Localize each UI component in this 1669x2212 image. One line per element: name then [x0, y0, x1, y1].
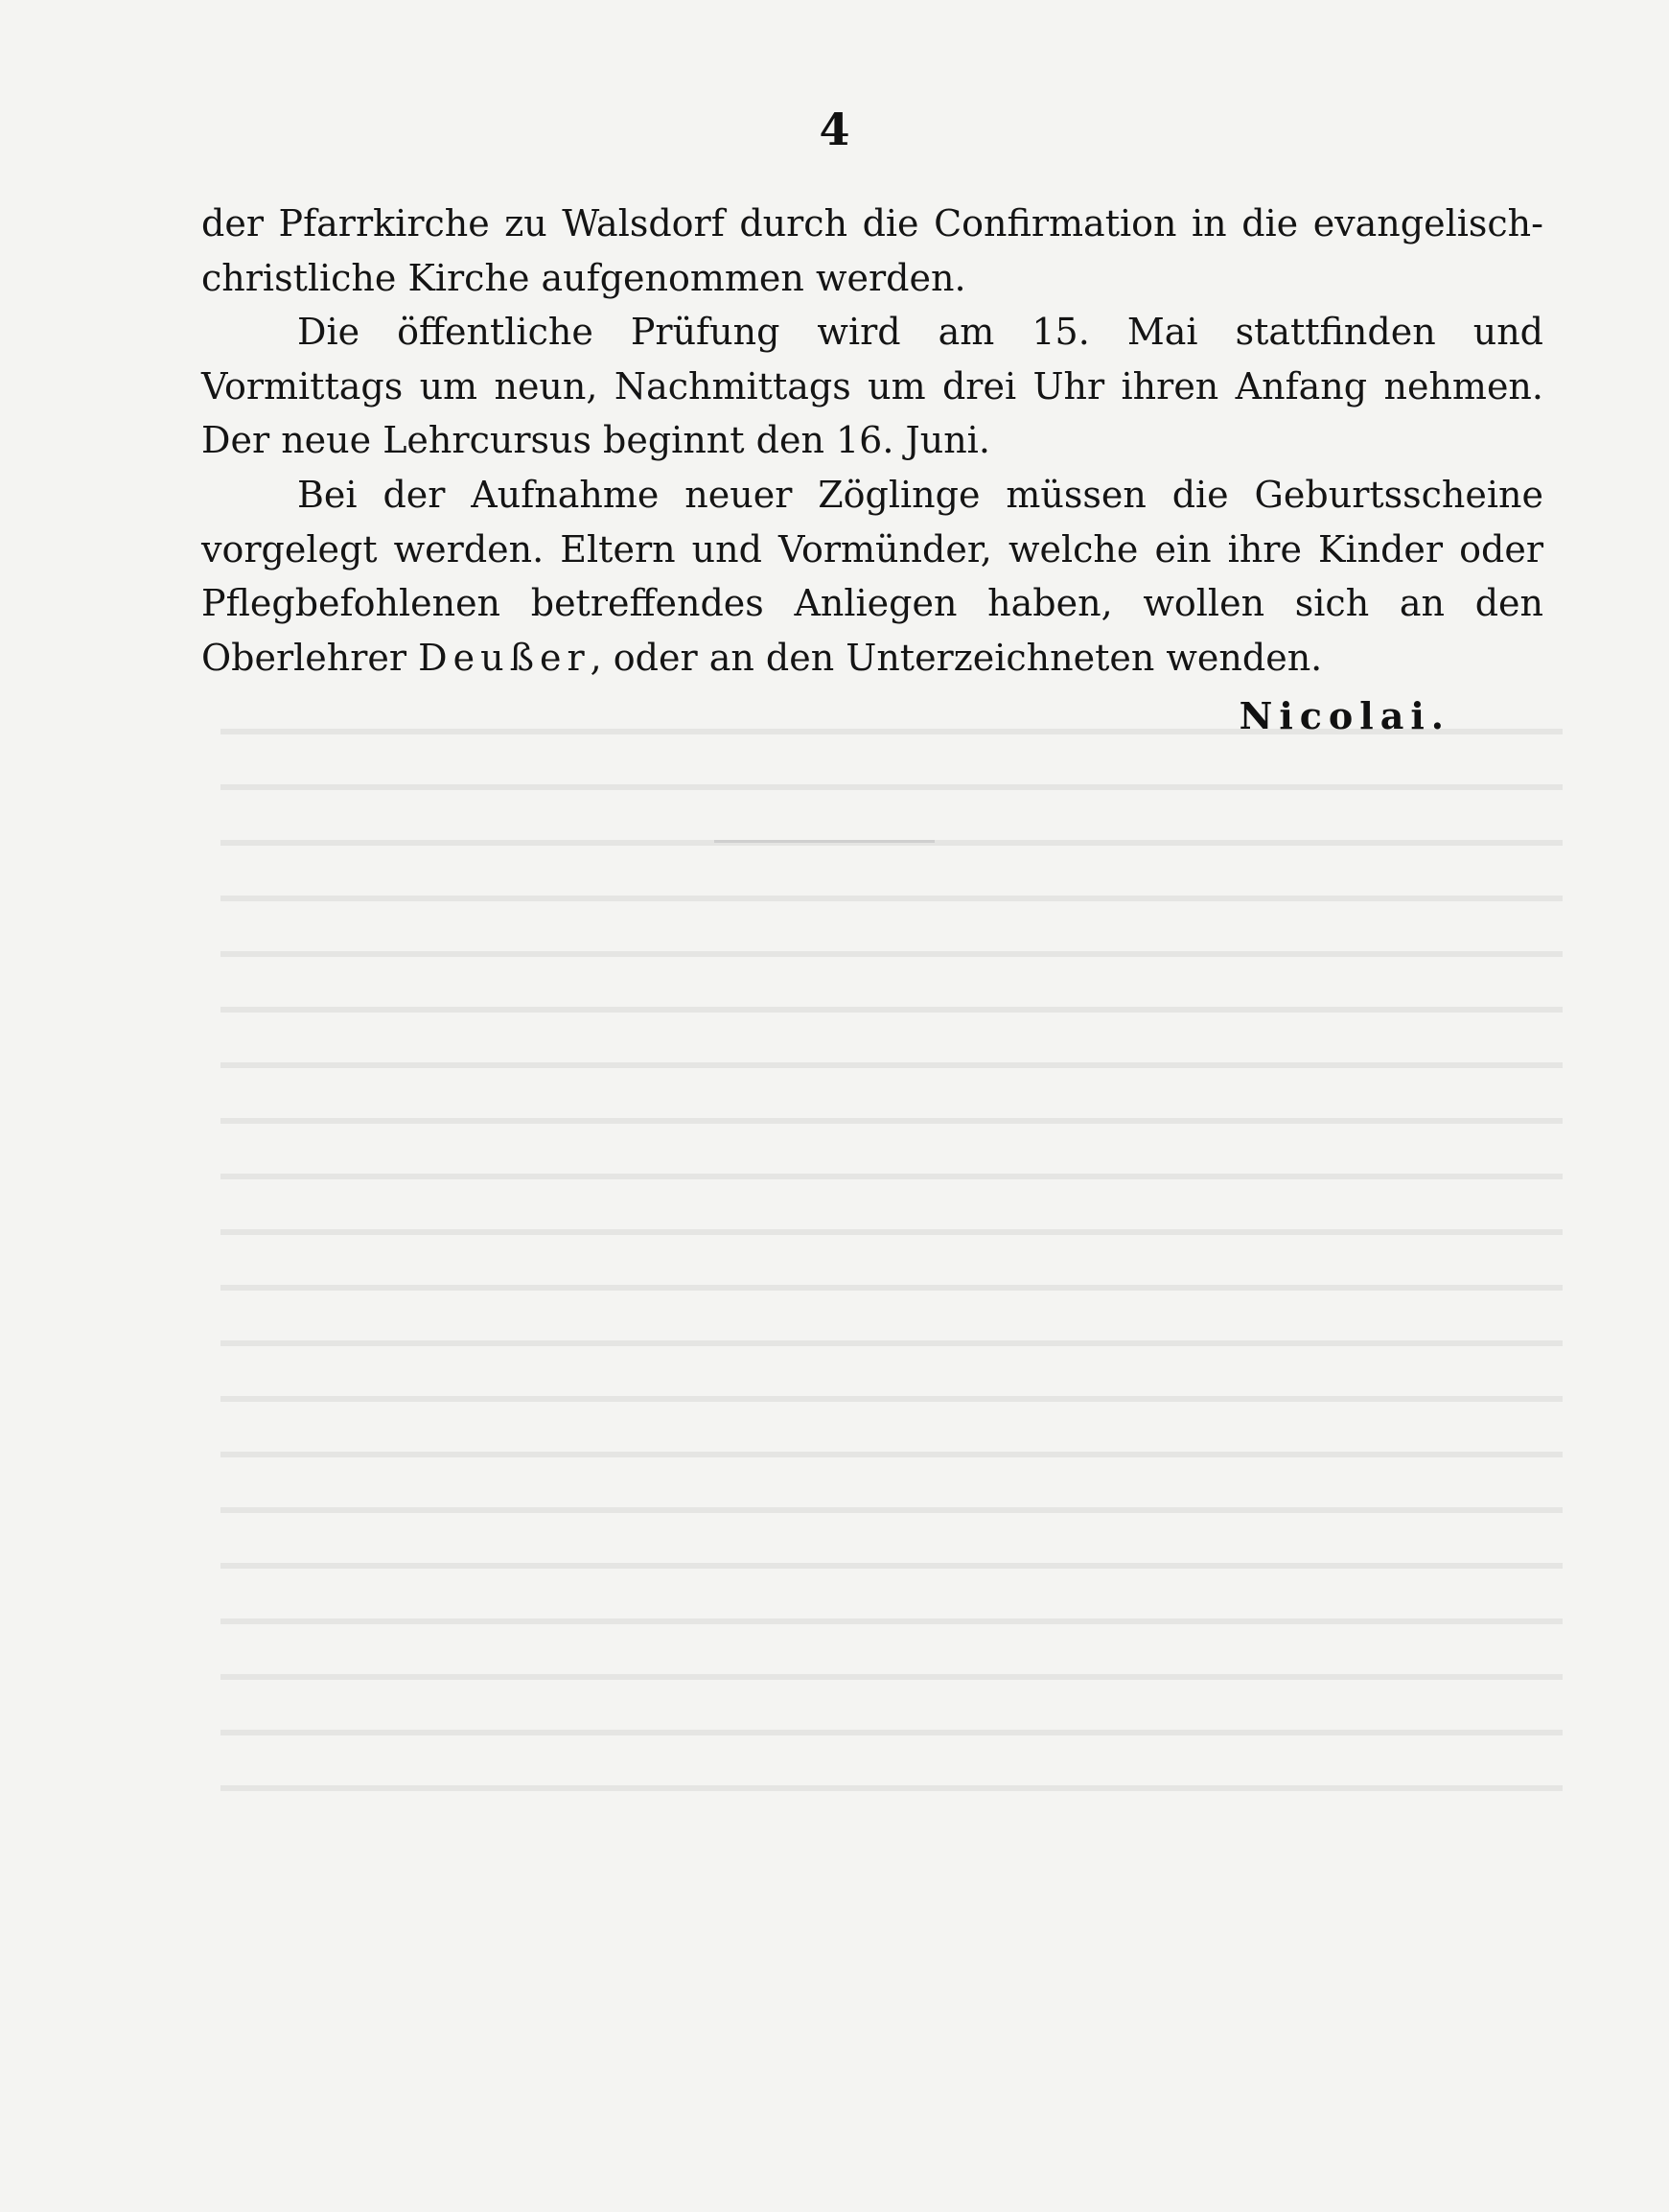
page-number: 4: [819, 104, 850, 155]
teacher-name: Deußer: [418, 636, 591, 679]
paragraph-3: [201, 468, 1543, 685]
paragraph-2: Die öffentliche Prüfung wird am 15. Mai stattfinden und Vormittags um neun, Nachmittags um drei Uhr ihren Anfang nehmen. Der neue Lehrcursus beginnt den 16. Juni.: [201, 311, 1543, 462]
paragraph-3-text-end: , oder an den Unterzeichneten wenden.: [590, 636, 1323, 679]
body-text: [201, 197, 1543, 685]
signature: Nicolai.: [1239, 694, 1450, 737]
paragraph-3-text-start: Bei der Aufnahme neuer Zöglinge müssen die Geburtsscheine vorgelegt werden. Eltern und Vormünder, welche ein ihre Kinder oder Pflegbefohlenen betreffendes Anliegen haben, wollen sich an den Oberlehrer: [201, 473, 1543, 679]
reverse-side-bleed-through: [220, 690, 1563, 1841]
reverse-side-rule: [714, 840, 935, 843]
paragraph-1: der Pfarrkirche zu Walsdorf durch die Confirmation in die evangelisch-christliche Kirche aufgenommen werden.: [201, 202, 1543, 299]
